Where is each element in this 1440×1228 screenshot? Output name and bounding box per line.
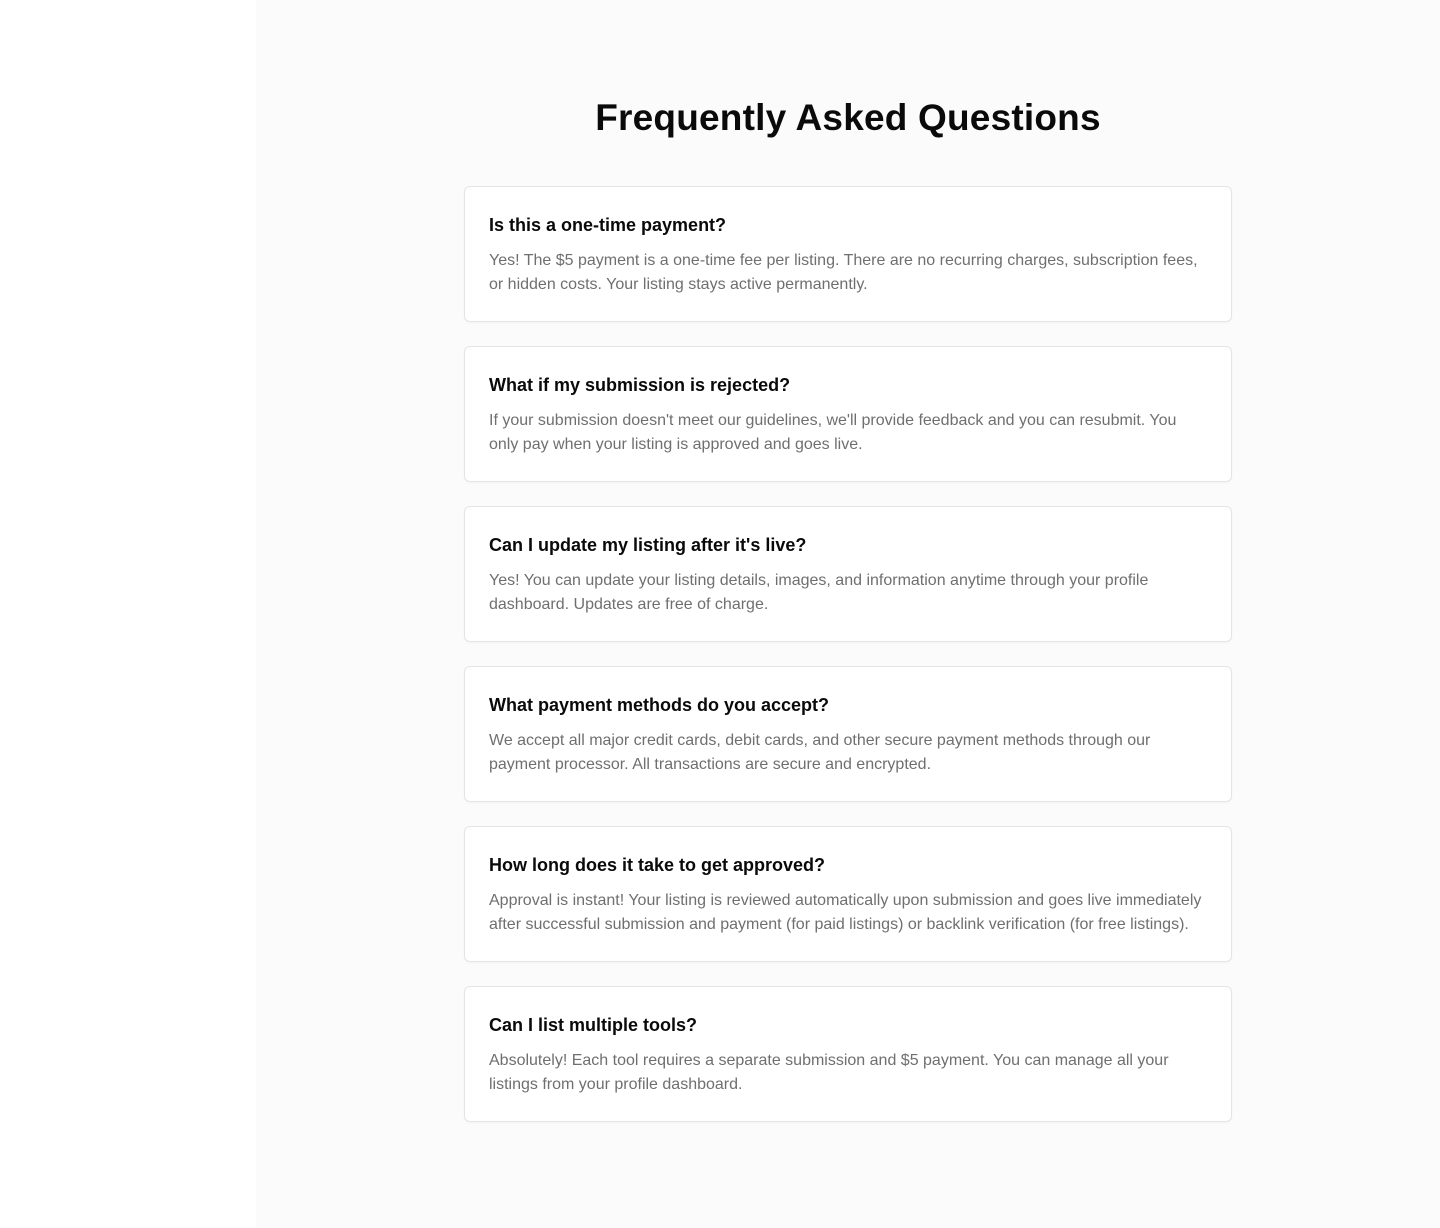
page-title: Frequently Asked Questions (595, 97, 1101, 138)
faq-item (464, 986, 1232, 1122)
faq-item (464, 346, 1232, 482)
faq-question: Can I list multiple tools? (489, 1015, 698, 1035)
faq-item (464, 186, 1232, 322)
faq-item (464, 506, 1232, 642)
faq-question: What if my submission is rejected? (489, 375, 791, 395)
faq-question: Is this a one-time payment? (489, 215, 727, 235)
faq-item (464, 666, 1232, 802)
main-content (256, 0, 1440, 1228)
faq-answer: Approval is instant! Your listing is reviewed automatically upon submission and goes live immediately after successful submission and payment (for paid listings) or backlink verification (for free listings). (489, 892, 1202, 933)
faq-answer: If your submission doesn't meet our guidelines, we'll provide feedback and you can resubmit. You only pay when your listing is approved and goes live. (489, 412, 1177, 453)
faq-list (464, 186, 1232, 1146)
faq-answer: We accept all major credit cards, debit cards, and other secure payment methods through our payment processor. All transactions are secure and encrypted. (489, 732, 1151, 773)
faq-item (464, 826, 1232, 962)
left-gutter (0, 0, 256, 1228)
faq-question: Can I update my listing after it's live? (489, 535, 807, 555)
faq-answer: Yes! The $5 payment is a one-time fee per listing. There are no recurring charges, subscription fees, or hidden costs. Your listing stays active permanently. (489, 252, 1198, 293)
faq-answer: Absolutely! Each tool requires a separate submission and $5 payment. You can manage all your listings from your profile dashboard. (489, 1052, 1169, 1093)
faq-question: How long does it take to get approved? (489, 855, 826, 875)
faq-answer: Yes! You can update your listing details, images, and information anytime through your profile dashboard. Updates are free of charge. (489, 572, 1149, 613)
faq-question: What payment methods do you accept? (489, 695, 830, 715)
